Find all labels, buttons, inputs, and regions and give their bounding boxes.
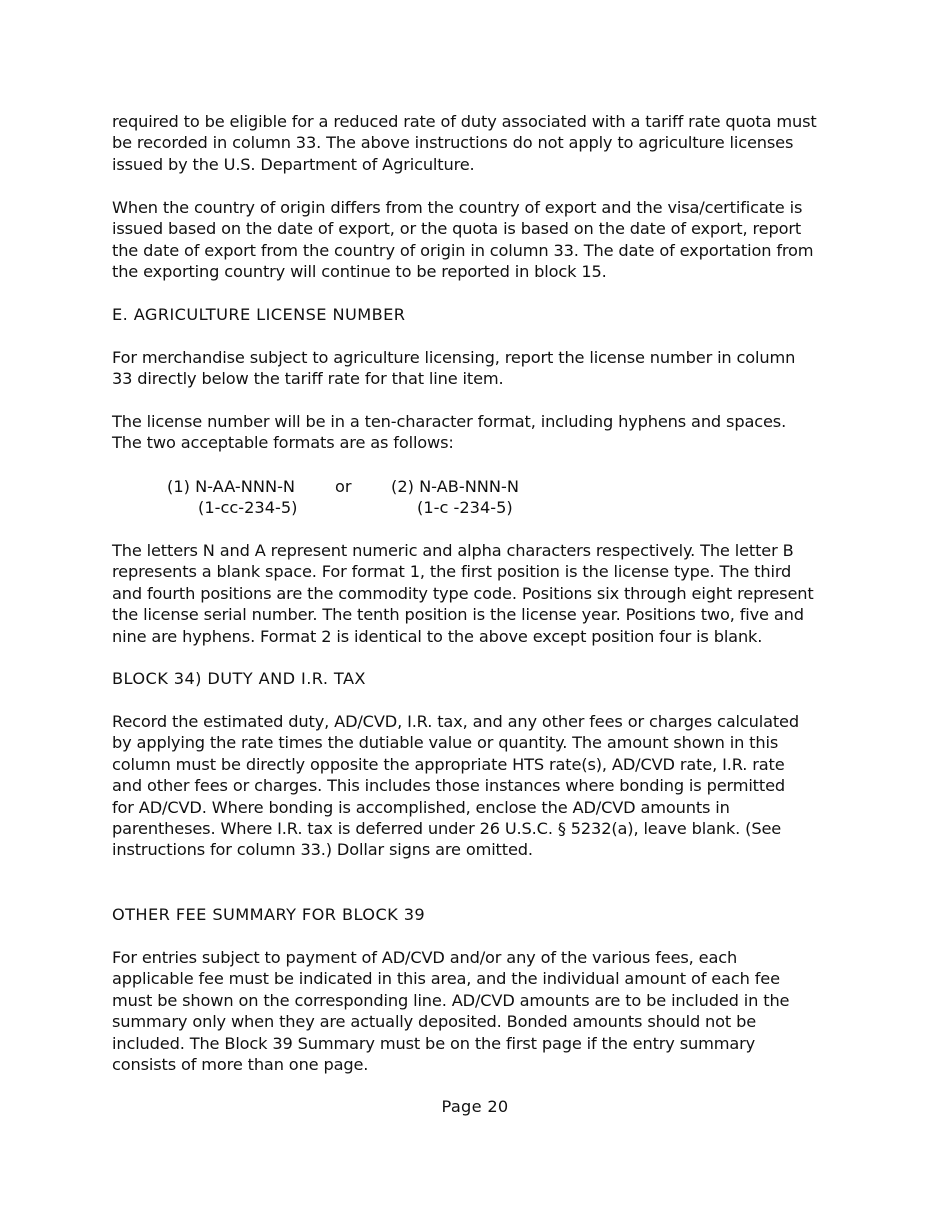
paragraph-country-origin [112,197,852,283]
text-line: applicable fee must be indicated in this area, and the individual amount of each fee [112,969,780,989]
text-line: instructions for column 33.) Dollar signs are omitted. [112,840,533,860]
text-line: the exporting country will continue to be reported in block 15. [112,262,607,282]
text-line: the date of export from the country of origin in column 33. The date of exportation from [112,240,814,260]
text-line: nine are hyphens. Format 2 is identical to the above except position four is blank. [112,626,763,646]
section-heading-block-34: BLOCK 34) DUTY AND I.R. TAX [112,669,366,688]
text-line: consists of more than one page. [112,1055,369,1075]
text-line: parentheses. Where I.R. tax is deferred under 26 U.S.C. § 5232(a), leave blank. (See [112,819,782,839]
paragraph-letters-explanation [112,540,852,647]
text-line: Record the estimated duty, AD/CVD, I.R. tax, and any other fees or charges calculated [112,712,799,731]
text-line: included. The Block 39 Summary must be on the first page if the entry summary [112,1033,756,1053]
text-line: For entries subject to payment of AD/CVD and/or any of the various fees, each [112,948,738,967]
text-line: The two acceptable formats are as follows: [112,433,454,453]
text-line: and fourth positions are the commodity type code. Positions six through eight represent [112,583,814,603]
paragraph-other-fee-summary [112,947,852,1075]
section-heading-other-fee-summary: OTHER FEE SUMMARY FOR BLOCK 39 [112,905,426,924]
text-line: be recorded in column 33. The above instructions do not apply to agriculture licenses [112,133,794,153]
text-line: The letters N and A represent numeric and alpha characters respectively. The letter B [112,541,794,560]
text-line: required to be eligible for a reduced rate of duty associated with a tariff rate quota must [112,112,817,131]
format-1-example: (1-cc-234-5) [198,498,298,517]
text-line: and other fees or charges. This includes those instances where bonding is permitted [112,776,786,796]
text-line: by applying the rate times the dutiable value or quantity. The amount shown in this [112,733,779,753]
text-line: column must be directly opposite the appropriate HTS rate(s), AD/CVD rate, I.R. rate [112,754,785,774]
paragraph-license-format [112,411,852,454]
text-line: represents a blank space. For format 1, the first position is the license type. The third [112,562,792,582]
text-line: the license serial number. The tenth position is the license year. Positions two, five and [112,605,804,625]
text-line: for AD/CVD. Where bonding is accomplished, enclose the AD/CVD amounts in [112,797,730,817]
format-1-pattern: (1) N-AA-NNN-N [167,477,296,496]
text-line: 33 directly below the tariff rate for that line item. [112,369,504,389]
text-line: When the country of origin differs from the country of export and the visa/certificate is [112,198,803,217]
paragraph-tariff-quota [112,111,852,175]
paragraph-agriculture-license [112,347,852,390]
text-line: For merchandise subject to agriculture licensing, report the license number in column [112,348,796,367]
format-2-pattern: (2) N-AB-NNN-N [391,477,519,496]
text-line: summary only when they are actually deposited. Bonded amounts should not be [112,1012,757,1032]
page-number: Page 20 [441,1097,509,1116]
text-line: issued by the U.S. Department of Agriculture. [112,154,475,174]
format-2-example: (1-c -234-5) [417,498,513,517]
section-heading-agriculture-license: E. AGRICULTURE LICENSE NUMBER [112,305,406,324]
text-line: The license number will be in a ten-character format, including hyphens and spaces. [112,412,787,431]
text-line: issued based on the date of export, or the quota is based on the date of export, report [112,219,802,239]
format-or-separator: or [335,477,352,496]
text-line: must be shown on the corresponding line. AD/CVD amounts are to be included in the [112,990,790,1010]
paragraph-block-34 [112,711,852,861]
